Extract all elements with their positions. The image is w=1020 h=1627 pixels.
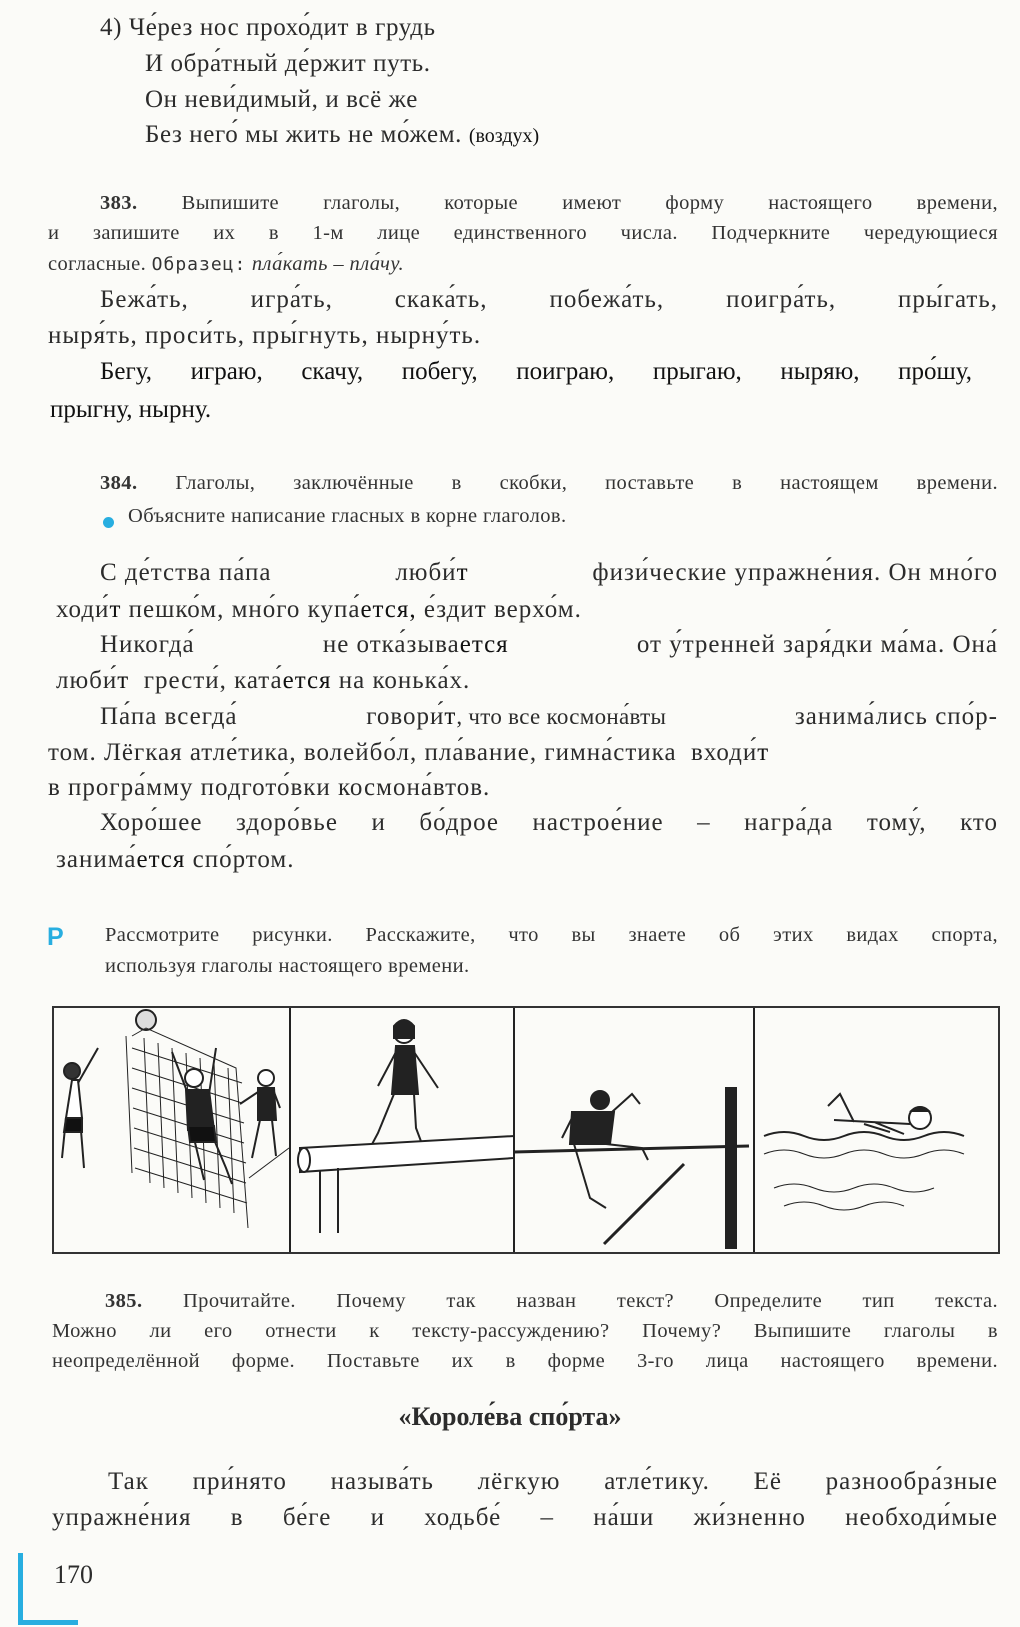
text-fragment: том. Лёгкая атле́тика, волейбо́л, пла́вание, гимна́стика [48,739,677,766]
text-fragment: верхо́м. [493,596,582,623]
riddle-line-2: И обра́тный де́ржит путь. [145,50,431,77]
task-385-line-2: Можно ли его отнести к тексту-рассуждению? Почему? Выпишите глаголы в [52,1320,998,1342]
task-marker-r: Р [47,923,64,951]
inserted-ending: т [444,703,457,730]
inserted-ending: ется [459,631,509,658]
text-384-line-1 [100,559,998,587]
text-fragment: пешко́м, мно́го [128,596,301,623]
text-fragment: говори́т, что все космона́вты [366,703,667,730]
inserted-ending: ется [136,846,186,873]
sports-illustrations [52,1006,1000,1254]
text-fragment: занима́ [56,846,137,873]
verbs-line-1: Бежа́ть, игра́ть, скака́ть, побежа́ть, поигра́ть, пры́гать, [100,286,998,313]
inserted-ending: ется, [360,596,417,623]
text-fragment: ходи́ [56,596,110,623]
riddle-answer: (воздух) [468,125,540,147]
task-p-line-2: используя глаголы настоящего времени. [105,955,470,977]
text-fragment: С де́тства па́па [100,559,272,586]
text-384-line-5 [100,703,998,731]
inserted-ending: ется [282,667,332,694]
task-p-line-1: Рассмотрите рисунки. Расскажите, что вы знаете об этих видах спорта, [105,924,998,946]
task-384-line-1 [100,472,998,495]
task-385-line-1 [105,1290,998,1313]
task-383-line-2: и запишите их в 1-м лице единственного числа. Подчеркните чередующиеся [48,222,998,244]
answer-line-1: Бегу, играю, скачу, побегу, поиграю, прыгаю, ныряю, про́шу, [100,358,972,385]
text-384-line-3 [100,631,998,659]
riddle-text: Без него́ мы жить не мо́жем. [145,121,462,148]
text-384-line-4 [56,667,470,695]
riddle-number: 4) [100,14,123,41]
text-384-line-2 [56,596,582,624]
text-384-line-7: в програ́мму подгото́вки космона́втов. [48,774,491,801]
task-number: 383. [100,192,138,214]
balance-beam-scene [298,1020,514,1233]
swimming-scene [764,1094,964,1210]
riddle-text: Че́рез нос прохо́дит в грудь [128,14,436,41]
bullet-icon [103,517,114,528]
task-text: Прочитайте. Почему так назван текст? Определите тип текста. [182,1290,998,1312]
text-fragment: люби́т [395,559,469,586]
inserted-ending: т [757,739,770,766]
inserted-ending: т [117,667,130,694]
sample-text: пла́кать – пла́чу. [251,253,405,275]
text-fragment: спо́ртом. [192,846,295,873]
text-fragment: е́зди [423,596,475,623]
text-fragment: занима́лись спо́р- [794,703,998,730]
inserted-ending: т [109,596,122,623]
text-fragment: не отка́зывается [322,631,509,658]
text-fragment: ката́ [234,667,283,694]
text-fragment: грести́, [143,667,227,694]
text-fragment: физи́ческие упражне́ния. Он мно́го [592,559,998,586]
task-text: Глаголы, заключённые в скобки, поставьте в настоящем времени. [175,472,998,494]
text-384-line-8: Хоро́шее здоро́вье и бо́дрое настрое́ние – награ́да тому́, кто [100,809,998,836]
text-385-line-2: упражне́ния в бе́ге и ходьбе́ – на́ши жи́зненно необходи́мые [52,1504,998,1531]
text-fragment: Па́па всегда́ [100,703,238,730]
text-fragment: купа́ [307,596,361,623]
verbs-line-2: ныря́ть, проси́ть, пры́гнуть, нырну́ть. [48,322,482,349]
task-385-line-3: неопределённой форме. Поставьте их в форме 3-го лица настоящего времени. [52,1350,998,1372]
task-384-line-2: Объясните написание гласных в корне глаголов. [128,505,567,527]
high-jump-scene [514,1088,749,1248]
riddle-line-1 [100,14,436,42]
text-fragment: люби́ [56,667,118,694]
answer-line-2: прыгну, нырну. [50,396,212,423]
volleyball-scene [62,1010,289,1228]
text-fragment: входи́ [691,739,758,766]
inserted-ending: т [474,596,487,623]
task-text: Выпишите глаголы, которые имеют форму настоящего времени, [181,192,998,214]
task-number: 384. [100,472,138,494]
page-number: 170 [54,1560,93,1589]
task-383-line-3 [48,253,404,276]
text-fragment: на конька́х. [338,667,471,694]
text-384-line-9 [56,846,295,874]
sample-label: Образец: [151,254,247,275]
text-fragment: Никогда́ [100,631,195,658]
inserted-ending: т [456,559,469,586]
task-383-line-1 [100,192,998,215]
text-title: «Короле́ва спо́рта» [398,1402,622,1431]
text-384-line-6 [48,739,769,767]
text-385-line-1: Так при́нято называ́ть лёгкую атле́тику. Её разнообра́зные [108,1468,998,1495]
task-number: 385. [105,1290,143,1312]
riddle-line-4 [145,121,539,149]
riddle-line-3: Он неви́димый, и всё же [145,86,418,113]
text-fragment: от у́тренней заря́дки ма́ма. Она́ [636,631,998,658]
task-text: согласные. [48,253,147,275]
